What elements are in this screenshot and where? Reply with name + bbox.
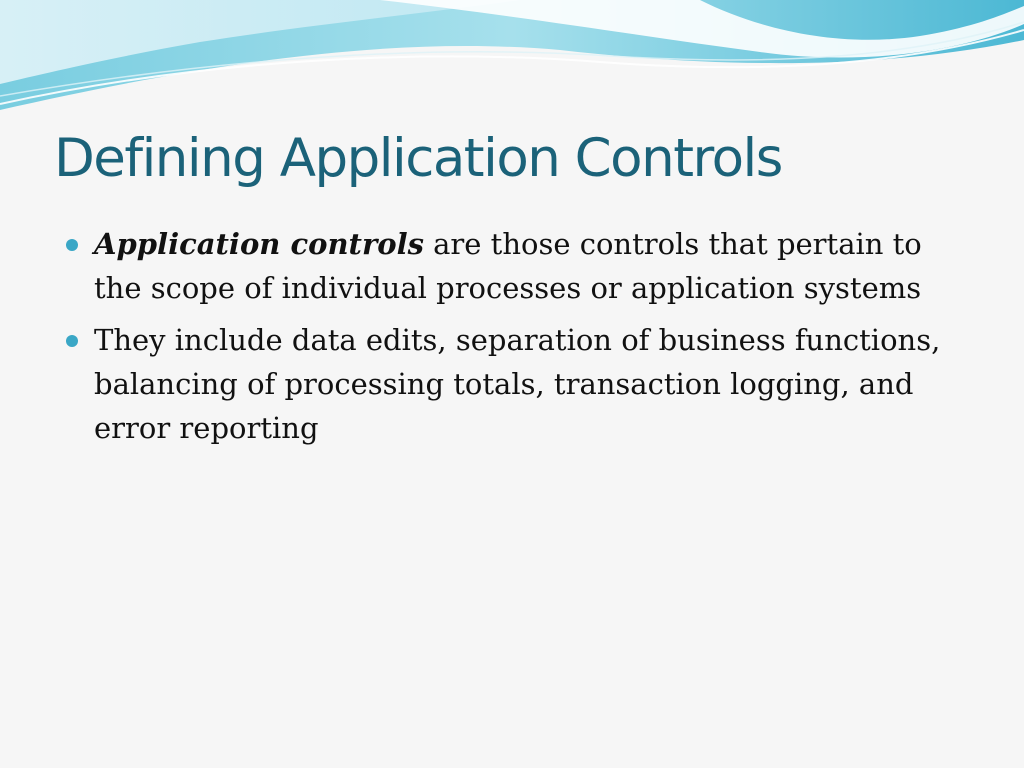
wave-decoration: [0, 0, 1024, 130]
bullet-item: [66, 318, 966, 450]
bullet-list: [66, 222, 966, 458]
bullet-term: Application controls: [94, 227, 424, 261]
bullet-dot-icon: [66, 239, 78, 251]
bullet-text: are those controls that pertain to the scope of individual processes or application systems: [94, 227, 922, 305]
bullet-text: They include data edits, separation of business functions, balancing of processing totals, transaction logging, and error reporting: [94, 323, 941, 445]
bullet-item: [66, 222, 966, 310]
bullet-dot-icon: [66, 335, 78, 347]
slide-title: Defining Application Controls: [54, 128, 782, 189]
